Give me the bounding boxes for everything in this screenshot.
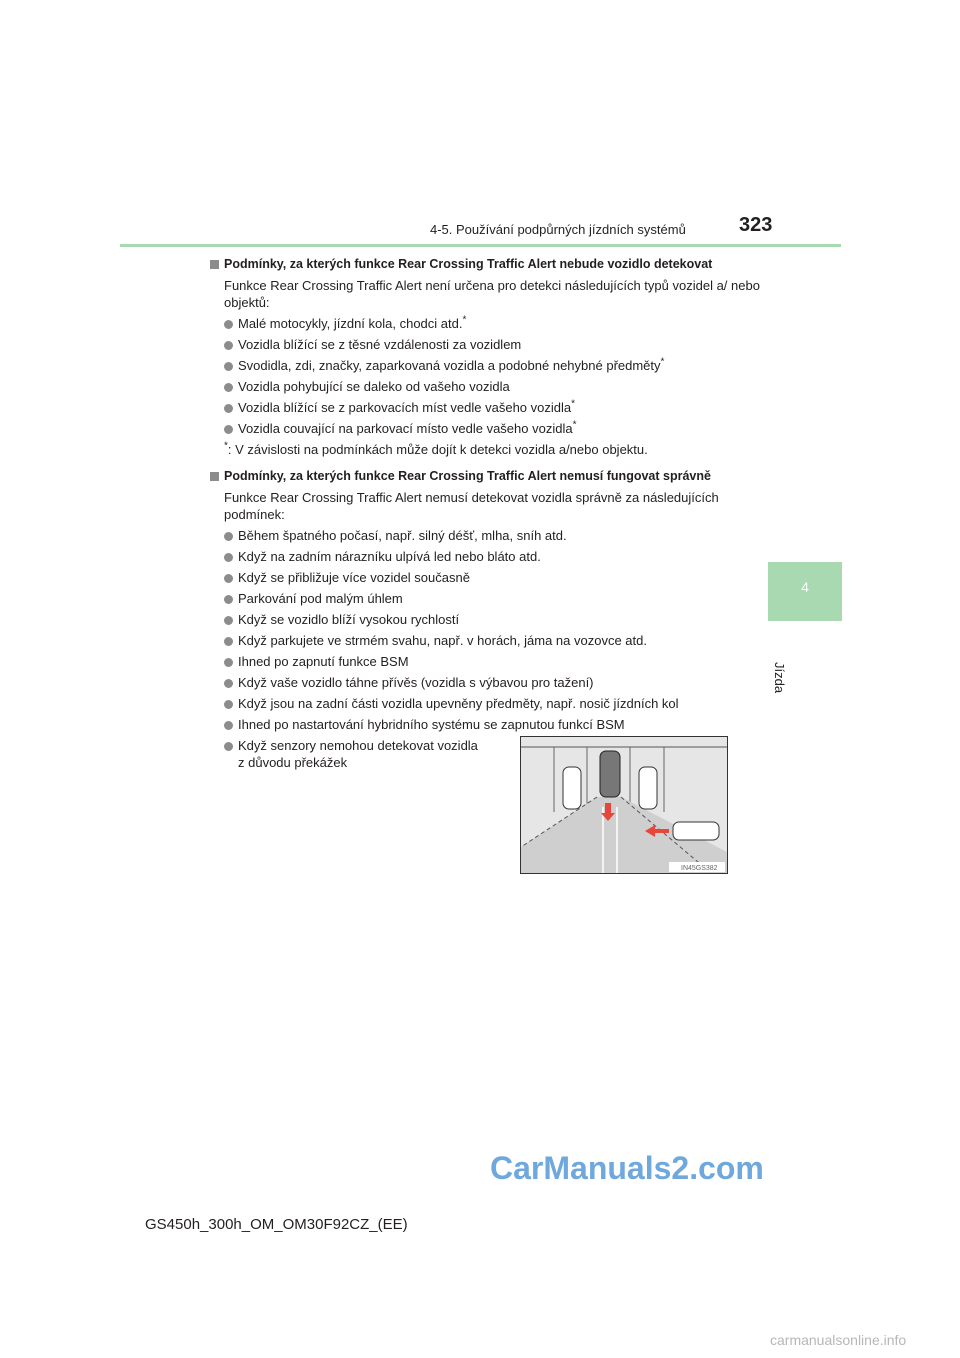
list-item: Vozidla couvající na parkovací místo vedle vašeho vozidla* — [210, 420, 760, 437]
chapter-side-tab — [768, 562, 842, 621]
bullet-icon — [224, 574, 233, 583]
bullet-icon — [224, 595, 233, 604]
figure-code: IN45GS382 — [681, 865, 718, 872]
list-item: Když na zadním nárazníku ulpívá led nebo bláto atd. — [210, 548, 760, 565]
asterisk-mark: * — [462, 314, 467, 326]
list-item: Vozidla pohybující se daleko od vašeho vozidla — [210, 378, 760, 395]
asterisk-mark: * — [572, 419, 577, 431]
list-item: Během špatného počasí, např. silný déšť, mlha, sníh atd. — [210, 527, 760, 544]
bullet-icon — [224, 425, 233, 434]
bullet-icon — [224, 383, 233, 392]
bullet-icon — [224, 700, 233, 709]
list-item: Když se přibližuje více vozidel současně — [210, 569, 760, 586]
bullet-icon — [224, 320, 233, 329]
bullet-icon — [224, 658, 233, 667]
chapter-label-text: Jízda — [772, 662, 787, 694]
list-item: Ihned po nastartování hybridního systému se zapnutou funkcí BSM — [210, 716, 760, 733]
bullet-icon — [224, 721, 233, 730]
watermark-secondary: carmanualsonline.info — [770, 1332, 907, 1348]
parking-illustration — [520, 736, 728, 874]
list-item: Vozidla blížící se z parkovacích míst vedle vašeho vozidla* — [210, 399, 760, 416]
asterisk-mark: * — [571, 398, 576, 410]
bullet-icon — [224, 404, 233, 413]
bullet-icon — [224, 553, 233, 562]
footnote: *: V závislosti na podmínkách může dojít k detekci vozidla a/nebo objektu. — [224, 440, 648, 457]
bullet-icon — [224, 362, 233, 371]
watermark: CarManuals2.com — [490, 1150, 764, 1186]
main-content — [210, 256, 760, 771]
bullet-icon — [224, 742, 233, 751]
page-number: 323 — [739, 214, 773, 236]
section-heading — [210, 468, 760, 485]
footnote-mark: * — [224, 440, 228, 452]
list-item: Když se vozidlo blíží vysokou rychlostí — [210, 611, 760, 628]
list-item: Vozidla blížící se z těsné vzdálenosti za vozidlem — [210, 336, 760, 353]
section-heading-text: Podmínky, za kterých funkce Rear Crossing Traffic Alert nebude vozidlo detekovat — [224, 257, 713, 271]
bullet-icon — [224, 637, 233, 646]
section-intro: Funkce Rear Crossing Traffic Alert nemusí detekovat vozidla správně za následujících podmínek: — [224, 490, 719, 522]
list-item: Svodidla, zdi, značky, zaparkovaná vozidla a podobné nehybné předměty* — [210, 357, 760, 374]
chapter-number: 4 — [801, 579, 809, 595]
list-item: Když senzory nemohou detekovat vozidla z důvodu překážek — [210, 737, 488, 771]
list-item: Když parkujete ve strmém svahu, např. v horách, jáma na vozovce atd. — [210, 632, 760, 649]
chapter-side-label — [772, 632, 804, 694]
asterisk-mark: * — [660, 356, 665, 368]
list-item: Malé motocykly, jízdní kola, chodci atd.* — [210, 315, 760, 332]
page-header-title: 4-5. Používání podpůrných jízdních systémů — [430, 222, 686, 237]
bullet-icon — [224, 616, 233, 625]
list-item: Parkování pod malým úhlem — [210, 590, 760, 607]
parked-car-left — [563, 767, 581, 809]
parked-car-right — [639, 767, 657, 809]
bullet-icon — [224, 341, 233, 350]
parking-diagram — [521, 737, 727, 873]
square-bullet-icon — [210, 472, 219, 481]
crossing-car — [673, 822, 719, 840]
section-intro: Funkce Rear Crossing Traffic Alert není určena pro detekci následujících typů vozidel a/ nebo objektů: — [224, 278, 760, 310]
own-car — [600, 751, 620, 797]
list-item: Když jsou na zadní části vozidla upevněny předměty, např. nosič jízdních kol — [210, 695, 760, 712]
footer-code: GS450h_300h_OM_OM30F92CZ_(EE) — [145, 1216, 408, 1233]
bullet-icon — [224, 532, 233, 541]
list-item: Když vaše vozidlo táhne přívěs (vozidla s výbavou pro tažení) — [210, 674, 760, 691]
section-heading — [210, 256, 760, 273]
header-rule — [120, 244, 841, 247]
square-bullet-icon — [210, 260, 219, 269]
bullet-icon — [224, 679, 233, 688]
section-heading-text: Podmínky, za kterých funkce Rear Crossing Traffic Alert nemusí fungovat správně — [224, 469, 711, 483]
list-item: Ihned po zapnutí funkce BSM — [210, 653, 760, 670]
